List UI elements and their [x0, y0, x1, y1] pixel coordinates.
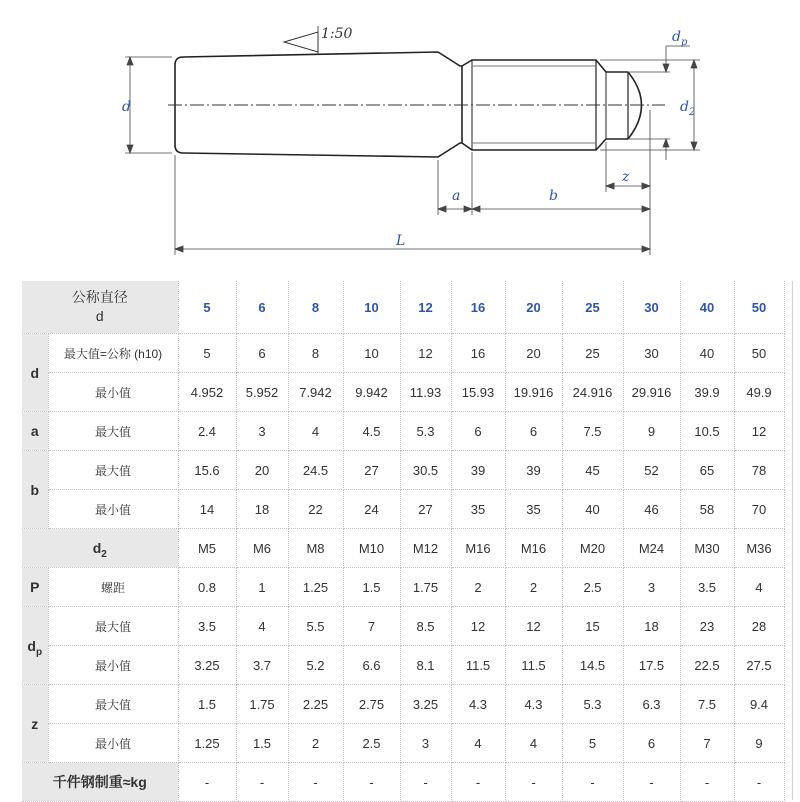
table-cell: 1.5	[178, 685, 236, 724]
table-cell: M5	[178, 529, 236, 568]
table-row-a-max	[22, 412, 784, 451]
d2-symbol-base: d	[92, 540, 102, 556]
size-header: 16	[451, 281, 505, 334]
table-cell: 4.5	[343, 412, 400, 451]
table-row-dp-max	[22, 607, 784, 646]
size-header: 10	[343, 281, 400, 334]
size-header: 12	[400, 281, 451, 334]
table-cell: 20	[505, 334, 562, 373]
table-cell: 8.5	[400, 607, 451, 646]
table-cell: 25	[562, 334, 623, 373]
table-cell: 19.916	[505, 373, 562, 412]
table-cell: 8	[288, 334, 343, 373]
nominal-diameter-title: 公称直径	[71, 289, 128, 305]
table-cell: 4	[734, 568, 784, 607]
dim-label-d: d	[122, 99, 131, 115]
dimension-lines	[125, 26, 700, 255]
table-cell: -	[178, 763, 236, 802]
table-cell: M16	[451, 529, 505, 568]
table-cell: 5.5	[288, 607, 343, 646]
table-cell: 50	[734, 334, 784, 373]
table-cell: 2	[451, 568, 505, 607]
group-symbol-z: z	[22, 685, 48, 763]
table-cell: 3.25	[178, 646, 236, 685]
group-symbol-dp	[22, 607, 48, 685]
table-cell: 5.3	[400, 412, 451, 451]
table-cell: 15	[562, 607, 623, 646]
table-cell: 40	[562, 490, 623, 529]
table-cell: 30	[623, 334, 680, 373]
table-cell: M20	[562, 529, 623, 568]
table-cell: 3	[236, 412, 288, 451]
nominal-diameter-header	[22, 281, 178, 334]
table-cell: 29.916	[623, 373, 680, 412]
table-cell: 22.5	[680, 646, 734, 685]
table-row-z-min	[22, 724, 784, 763]
row-label: 最大值=公称 (h10)	[48, 334, 178, 373]
table-cell: 10.5	[680, 412, 734, 451]
table-cell: 28	[734, 607, 784, 646]
table-cell: M36	[734, 529, 784, 568]
group-symbol-d2	[22, 529, 178, 568]
table-cell: 2.4	[178, 412, 236, 451]
row-label: 最小值	[48, 490, 178, 529]
table-cell: -	[505, 763, 562, 802]
table-cell: 4.952	[178, 373, 236, 412]
table-cell: 39.9	[680, 373, 734, 412]
table-cell: 3.25	[400, 685, 451, 724]
table-cell: -	[236, 763, 288, 802]
table-cell: 18	[236, 490, 288, 529]
table-cell: M12	[400, 529, 451, 568]
size-header: 5	[178, 281, 236, 334]
table-cell: 1.25	[288, 568, 343, 607]
row-label: 最小值	[48, 373, 178, 412]
dim-label-dp-base: d	[672, 29, 681, 45]
table-cell: 11.93	[400, 373, 451, 412]
table-cell: 5	[178, 334, 236, 373]
dim-label-b: b	[549, 188, 558, 204]
table-row-weight	[22, 763, 784, 802]
table-cell: 24.916	[562, 373, 623, 412]
table-cell: 6	[451, 412, 505, 451]
weight-label: 千件钢制重≈kg	[22, 763, 178, 802]
table-cell: 3	[623, 568, 680, 607]
table-cell: 6	[505, 412, 562, 451]
spec-table	[22, 281, 785, 802]
dim-label-d2-base: d	[680, 99, 689, 115]
size-header: 8	[288, 281, 343, 334]
table-cell: 1.25	[178, 724, 236, 763]
table-cell: 4	[288, 412, 343, 451]
size-header: 40	[680, 281, 734, 334]
table-cell: 24.5	[288, 451, 343, 490]
table-cell: 2.25	[288, 685, 343, 724]
table-cell: 18	[623, 607, 680, 646]
table-row-d-max	[22, 334, 784, 373]
table-cell: 14.5	[562, 646, 623, 685]
table-cell: 16	[451, 334, 505, 373]
table-cell: 12	[451, 607, 505, 646]
table-cell: 4	[451, 724, 505, 763]
table-row-d2	[22, 529, 784, 568]
table-cell: 6	[623, 724, 680, 763]
dim-label-dp-sub: p	[680, 37, 688, 48]
taper-pin-drawing	[0, 0, 800, 270]
dim-label-z: z	[622, 169, 630, 185]
table-cell: 78	[734, 451, 784, 490]
table-cell: 9	[623, 412, 680, 451]
table-cell: 30.5	[400, 451, 451, 490]
table-cell: 65	[680, 451, 734, 490]
table-cell: 7.942	[288, 373, 343, 412]
row-label: 最大值	[48, 607, 178, 646]
table-cell: 3.7	[236, 646, 288, 685]
table-row-b-max	[22, 451, 784, 490]
table-cell: 22	[288, 490, 343, 529]
table-cell: 6	[236, 334, 288, 373]
table-cell: 7	[343, 607, 400, 646]
table-cell: 4	[236, 607, 288, 646]
table-cell: 9	[734, 724, 784, 763]
table-cell: 5	[562, 724, 623, 763]
table-cell: -	[623, 763, 680, 802]
table-cell: 11.5	[505, 646, 562, 685]
table-cell: 46	[623, 490, 680, 529]
row-label: 最大值	[48, 412, 178, 451]
group-symbol-a: a	[22, 412, 48, 451]
table-cell: 12	[505, 607, 562, 646]
table-cell: 3	[400, 724, 451, 763]
table-cell: 3.5	[178, 607, 236, 646]
table-cell: -	[288, 763, 343, 802]
table-cell: 5.952	[236, 373, 288, 412]
nominal-diameter-symbol: d	[95, 308, 104, 324]
table-cell: -	[562, 763, 623, 802]
table-row-pitch	[22, 568, 784, 607]
table-cell: 58	[680, 490, 734, 529]
dp-symbol-base: d	[27, 637, 36, 654]
table-cell: -	[343, 763, 400, 802]
table-cell: 6.3	[623, 685, 680, 724]
table-cell: 14	[178, 490, 236, 529]
table-cell: 2.75	[343, 685, 400, 724]
table-cell: 6.6	[343, 646, 400, 685]
table-cell: 5.3	[562, 685, 623, 724]
group-symbol-d: d	[22, 334, 48, 412]
row-label: 最大值	[48, 685, 178, 724]
table-cell: 2.5	[562, 568, 623, 607]
table-cell: 2.5	[343, 724, 400, 763]
table-cell: 27	[400, 490, 451, 529]
table-cell: 27.5	[734, 646, 784, 685]
table-cell: 15.6	[178, 451, 236, 490]
table-cell: 23	[680, 607, 734, 646]
table-cell: 12	[734, 412, 784, 451]
table-cell: 52	[623, 451, 680, 490]
table-cell: M30	[680, 529, 734, 568]
table-cell: 4	[505, 724, 562, 763]
table-cell: 1.5	[236, 724, 288, 763]
table-cell: M10	[343, 529, 400, 568]
table-cell: 4.3	[451, 685, 505, 724]
table-cell: 9.942	[343, 373, 400, 412]
table-cell: 35	[451, 490, 505, 529]
table-cell: 39	[451, 451, 505, 490]
table-cell: 35	[505, 490, 562, 529]
table-cell: 39	[505, 451, 562, 490]
table-cell: 1.5	[343, 568, 400, 607]
group-symbol-p: P	[22, 568, 48, 607]
table-cell: 2	[505, 568, 562, 607]
dim-label-a: a	[452, 188, 461, 204]
table-cell: 40	[680, 334, 734, 373]
table-cell: 45	[562, 451, 623, 490]
table-cell: 5.2	[288, 646, 343, 685]
table-cell: 0.8	[178, 568, 236, 607]
d2-symbol-sub: 2	[101, 548, 107, 560]
taper-ratio-label: 1:50	[321, 26, 353, 42]
table-cell: 17.5	[623, 646, 680, 685]
table-cell: -	[734, 763, 784, 802]
table-cell: 20	[236, 451, 288, 490]
table-row-d-min	[22, 373, 784, 412]
table-cell: -	[680, 763, 734, 802]
table-cell: 7.5	[680, 685, 734, 724]
table-cell: M24	[623, 529, 680, 568]
size-header: 25	[562, 281, 623, 334]
page-edge-divider	[792, 281, 793, 800]
group-symbol-b: b	[22, 451, 48, 529]
dim-label-dp	[672, 29, 688, 48]
table-cell: 2	[288, 724, 343, 763]
row-label: 最小值	[48, 724, 178, 763]
row-label: 最小值	[48, 646, 178, 685]
dp-symbol-sub: p	[35, 646, 43, 658]
table-cell: -	[451, 763, 505, 802]
header-row	[22, 281, 784, 334]
table-cell: 15.93	[451, 373, 505, 412]
size-header: 20	[505, 281, 562, 334]
dim-label-L: L	[396, 233, 406, 249]
row-label: 螺距	[48, 568, 178, 607]
table-cell: 1.75	[236, 685, 288, 724]
table-cell: 8.1	[400, 646, 451, 685]
table-cell: 24	[343, 490, 400, 529]
table-row-z-max	[22, 685, 784, 724]
dim-label-d2	[680, 99, 695, 118]
table-cell: -	[400, 763, 451, 802]
row-label: 最大值	[48, 451, 178, 490]
table-cell: 9.4	[734, 685, 784, 724]
table-cell: 70	[734, 490, 784, 529]
table-row-b-min	[22, 490, 784, 529]
table-cell: M6	[236, 529, 288, 568]
table-cell: 49.9	[734, 373, 784, 412]
table-cell: 1	[236, 568, 288, 607]
table-cell: 12	[400, 334, 451, 373]
table-cell: 4.3	[505, 685, 562, 724]
size-header: 50	[734, 281, 784, 334]
dim-label-d2-sub: 2	[688, 107, 696, 118]
table-row-dp-min	[22, 646, 784, 685]
table-cell: 7	[680, 724, 734, 763]
table-cell: 3.5	[680, 568, 734, 607]
table-cell: 7.5	[562, 412, 623, 451]
size-header: 6	[236, 281, 288, 334]
table-cell: M16	[505, 529, 562, 568]
table-cell: 11.5	[451, 646, 505, 685]
table-cell: 10	[343, 334, 400, 373]
table-cell: M8	[288, 529, 343, 568]
table-cell: 27	[343, 451, 400, 490]
size-header: 30	[623, 281, 680, 334]
table-cell: 1.75	[400, 568, 451, 607]
